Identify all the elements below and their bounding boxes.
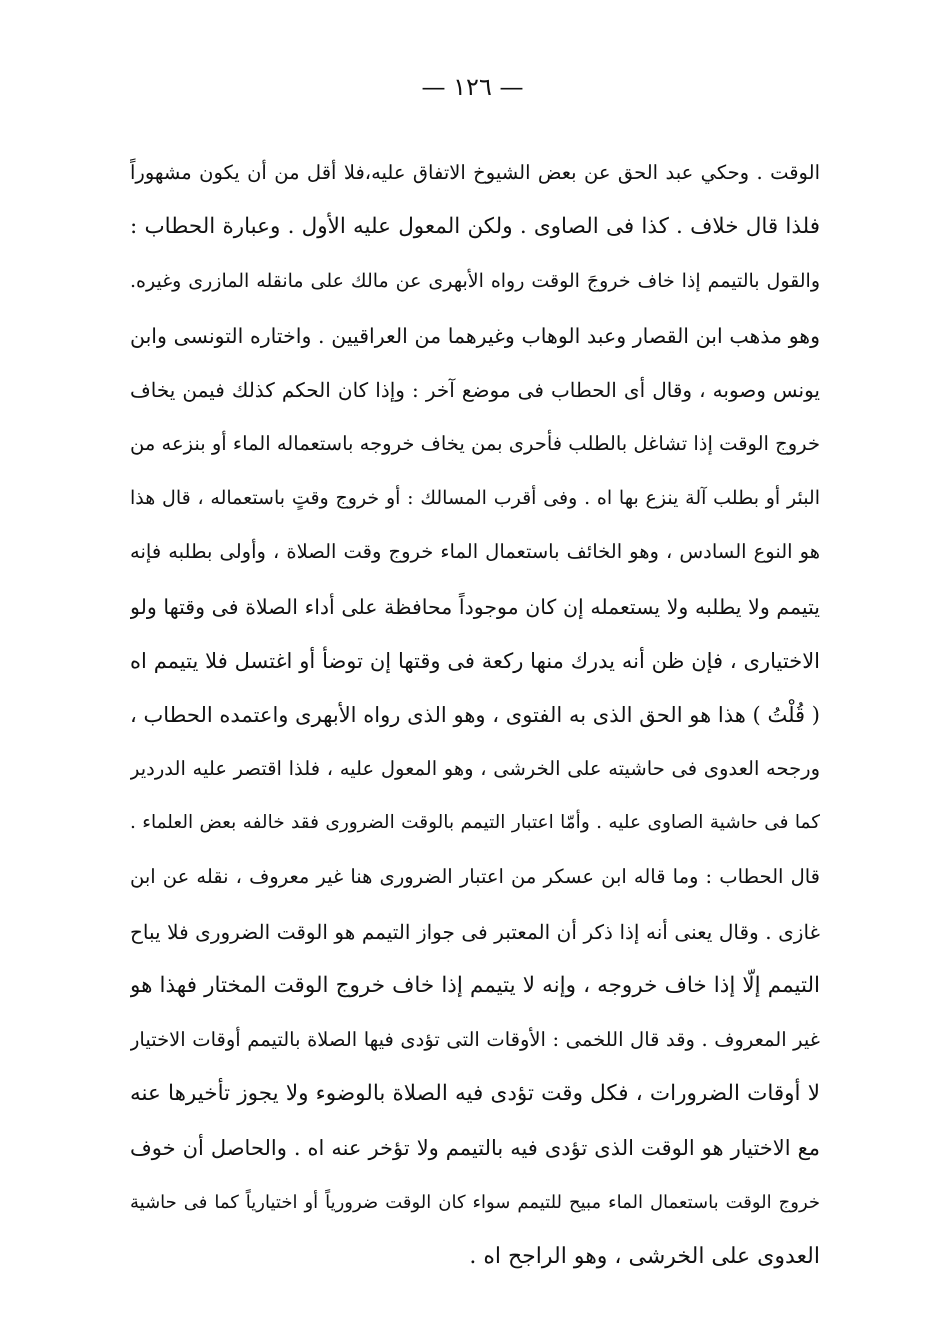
- text-line: التيمم إلّا إذا خاف خروجه ، وإنه لا يتيمم إذا خاف خروج الوقت المختار فهذا هو: [130, 972, 820, 998]
- text-line-last: العدوى على الخرشى ، وهو الراجح اه .: [469, 1243, 820, 1269]
- text-line: كما فى حاشية الصاوى عليه . وأمّا اعتبار التيمم بالوقت الضرورى فقد خالفه بعض العلماء .: [130, 812, 820, 834]
- text-line: والقول بالتيمم إذا خاف خروجَ الوقت رواه الأبهرى عن مالك على مانقله المازرى وغيره.: [130, 270, 820, 293]
- text-line: الوقت . وحكي عبد الحق عن بعض الشيوخ الاتفاق عليه،فلا أقل من أن يكون مشهوراً: [130, 161, 820, 184]
- text-line: لا أوقات الضرورات ، فكل وقت تؤدى فيه الصلاة بالوضوء ولا يجوز تأخيرها عنه: [130, 1081, 820, 1107]
- text-line: هو النوع السادس ، وهو الخائف باستعمال الماء خروج وقت الصلاة ، وأولى بطلبه فإنه: [130, 540, 820, 564]
- text-line: وهو مذهب ابن القصار وعبد الوهاب وغيرهما من العراقيين . واختاره التونسى وابن: [130, 323, 820, 348]
- page-number: — ١٢٦ —: [421, 73, 524, 101]
- text-line: يونس وصوبه ، وقال أى الحطاب فى موضع آخر : وإذا كان الحكم كذلك فيمن يخاف: [130, 377, 820, 402]
- text-line: قال الحطاب : وما قاله ابن عسكر من اعتبار الضرورى هنا غير معروف ، نقله عن ابن: [130, 865, 820, 889]
- text-line: خروج الوقت باستعمال الماء مبيح للتيمم سواء كان الوقت ضرورياً أو اختيارياً كما فى حاشية: [130, 1191, 820, 1213]
- text-line: ورجحه العدوى فى حاشيته على الخرشى ، وهو المعول عليه ، فلذا اقتصر عليه الدردير: [130, 757, 820, 781]
- text-line: يتيمم ولا يطلبه ولا يستعمله إن كان موجوداً محافظة على أداء الصلاة فى وقتها ولو: [130, 594, 820, 619]
- text-line: خروج الوقت إذا تشاغل بالطلب فأحرى بمن يخاف خروجه باستعماله الماء أو بنزعه من: [130, 431, 820, 455]
- text-line: مع الاختيار هو الوقت الذى تؤدى فيه بالتيمم ولا تؤخر عنه اه . والحاصل أن خوف: [130, 1136, 820, 1161]
- text-line: ( قُلْتُ ) هذا هو الحق الذى به الفتوى ، وهو الذى رواه الأبهرى واعتمده الحطاب ،: [130, 702, 820, 727]
- text-line: البئر أو بطلب آلة ينزع بها اه . وفى أقرب المسالك : أو خروج وقتٍ باستعماله ، قال هذا: [130, 487, 820, 510]
- body-text: [130, 146, 820, 1284]
- text-line: غازى . وقال يعنى أنه إذا ذكر أن المعتبر فى جواز التيمم هو الوقت الضرورى فلا يباح: [130, 919, 820, 944]
- text-line: غير المعروف . وقد قال اللخمى : الأوقات التى تؤدى فيها الصلاة بالتيمم أوقات الاختيار: [130, 1028, 820, 1051]
- text-line: فلذا قال خلاف . كذا فى الصاوى . ولكن المعول عليه الأول . وعبارة الحطاب :: [130, 214, 820, 240]
- text-line: الاختيارى ، فإن ظن أنه يدرك منها ركعة فى وقتها إن توضأ أو اغتسل فلا يتيمم اه: [130, 648, 820, 673]
